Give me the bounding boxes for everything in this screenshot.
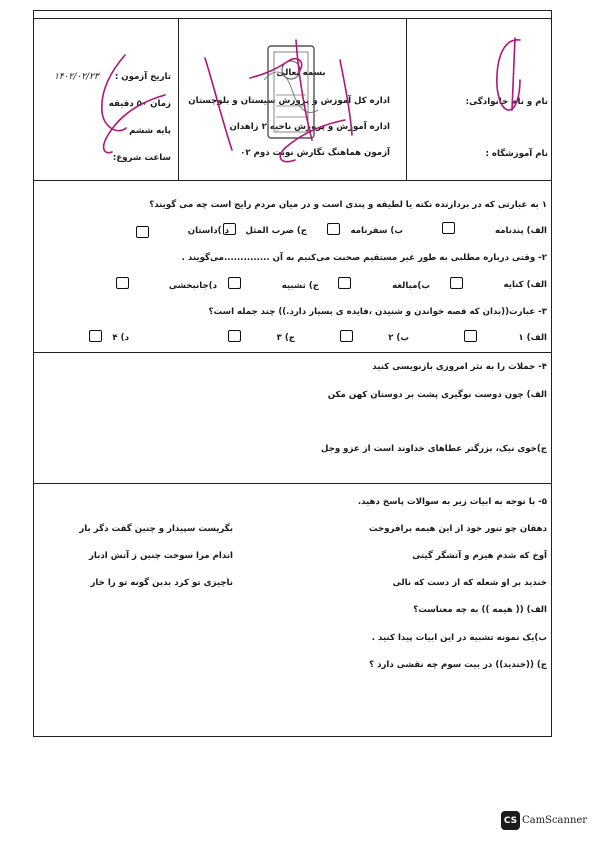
header-divider-right <box>406 18 407 180</box>
question-5-part-a: الف) (( هیمه )) به چه معناست؟ <box>413 605 547 615</box>
q1-option-d-label: د )داستان <box>187 226 229 236</box>
camscanner-logo-icon: CS <box>501 811 520 830</box>
camscanner-text: CamScanner <box>522 815 588 826</box>
question-5-text: ۵- با توجه به ابیات زیر به سوالات پاسخ دهید. <box>357 497 547 507</box>
header-exam-title: آزمون هماهنگ نگارش نوبت دوم ۰۲ <box>240 148 390 158</box>
student-name-label: نام و نام خانوادگی: <box>465 97 548 107</box>
header-office-province: اداره کل آموزش و پرورش سیستان و بلوچستان <box>188 96 390 106</box>
question-3-text: ۳- عبارت((بدان که قصه خواندن و شنیدن ،فایده ی بسیار دارد.)) چند جمله است؟ <box>208 307 547 317</box>
start-time-label: ساعت شروع: <box>112 153 171 163</box>
exam-date-label: تاریخ آزمون : <box>114 72 171 82</box>
camscanner-watermark <box>501 811 587 830</box>
q1-option-a-checkbox[interactable] <box>442 222 455 234</box>
question-5-part-b: ب)یک نمونه تشبیه در این ابیات پیدا کنید . <box>371 633 547 643</box>
verse-2-left: اندام مرا سوخت چنین ز آتش ادبار <box>88 551 233 561</box>
verse-3-right: خندید بر او شعله که از دست که نالی <box>392 578 547 588</box>
question-1-text: ۱ به عبارتی که در بردارنده نکته یا لطیفه و پندی است و در میان مردم رایج است چه می گویند؟ <box>149 200 547 210</box>
header-basmala: بسمه تعالی <box>276 68 326 78</box>
q1-option-c-label: ج) ضرب المثل <box>245 226 307 236</box>
q3-option-a-label: الف) ۱ <box>518 333 547 343</box>
question-4-part-a: الف) چون دوست نوگیری پشت بر دوستان کهن مکن <box>327 390 547 400</box>
exam-date-value: ۱۴۰۲/۰۲/۲۳ <box>54 72 99 82</box>
grade-label: پایه ششم <box>129 126 171 136</box>
header-divider-left <box>178 18 179 180</box>
q2-option-d-checkbox[interactable] <box>116 277 129 289</box>
q1-option-b-checkbox[interactable] <box>327 223 340 235</box>
q1-option-d-checkbox[interactable] <box>136 226 149 238</box>
question-4-text: ۴- جملات را به نثر امروزی بازنویسی کنید <box>372 362 547 372</box>
verse-2-right: آوخ که شدم هیزم و آتشگر گیتی <box>412 551 547 561</box>
q3-option-c-label: ج) ۳ <box>276 333 295 343</box>
header-top-rule <box>33 18 552 19</box>
section-divider-2 <box>33 483 552 484</box>
verse-3-left: ناچیزی تو کرد بدین گونه تو را خار <box>90 578 233 588</box>
header-bottom-rule <box>33 180 552 181</box>
question-2-text: ۲- وقتی درباره مطلبی به طور غیر مستقیم صحبت می‌کنیم به آن ..............می‌گویند . <box>181 253 547 263</box>
q1-option-b-label: ب) سفرنامه <box>350 226 403 236</box>
section-divider-1 <box>33 352 552 353</box>
q2-option-c-label: ج) تشبیه <box>281 281 319 291</box>
q3-option-b-checkbox[interactable] <box>340 330 353 342</box>
q2-option-d-label: د)جانبخشی <box>168 281 217 291</box>
verse-1-left: بگریست سپیدار و چنین گفت دگر بار <box>79 524 233 534</box>
q3-option-a-checkbox[interactable] <box>464 330 477 342</box>
school-name-label: نام آموزشگاه : <box>485 149 548 159</box>
q3-option-b-label: ب) ۲ <box>388 333 409 343</box>
school-stamp-icon <box>262 40 320 144</box>
q2-option-a-label: الف) کنایه <box>503 280 547 290</box>
question-5-part-c: ج) ((خندید)) در بیت سوم چه نقشی دارد ؟ <box>369 660 547 670</box>
q1-option-a-label: الف) پندنامه <box>494 226 547 236</box>
q3-option-c-checkbox[interactable] <box>228 330 241 342</box>
header-office-district: اداره آموزش و پرورش ناحیه ۲ زاهدان <box>229 122 390 132</box>
question-4-part-c: ج)خوی نیک، بزرگتر عطاهای خداوند است از عزو وجل <box>320 444 547 454</box>
q2-option-c-checkbox[interactable] <box>228 277 241 289</box>
q3-option-d-label: د) ۴ <box>112 333 129 343</box>
q2-option-a-checkbox[interactable] <box>450 277 463 289</box>
q2-option-b-label: ب)مبالغه <box>392 281 430 291</box>
exam-duration: زمان ۵۰ دقیقه <box>108 99 171 109</box>
q2-option-b-checkbox[interactable] <box>338 277 351 289</box>
q3-option-d-checkbox[interactable] <box>89 330 102 342</box>
verse-1-right: دهقان چو تنور خود از این هیمه برافروخت <box>368 524 547 534</box>
